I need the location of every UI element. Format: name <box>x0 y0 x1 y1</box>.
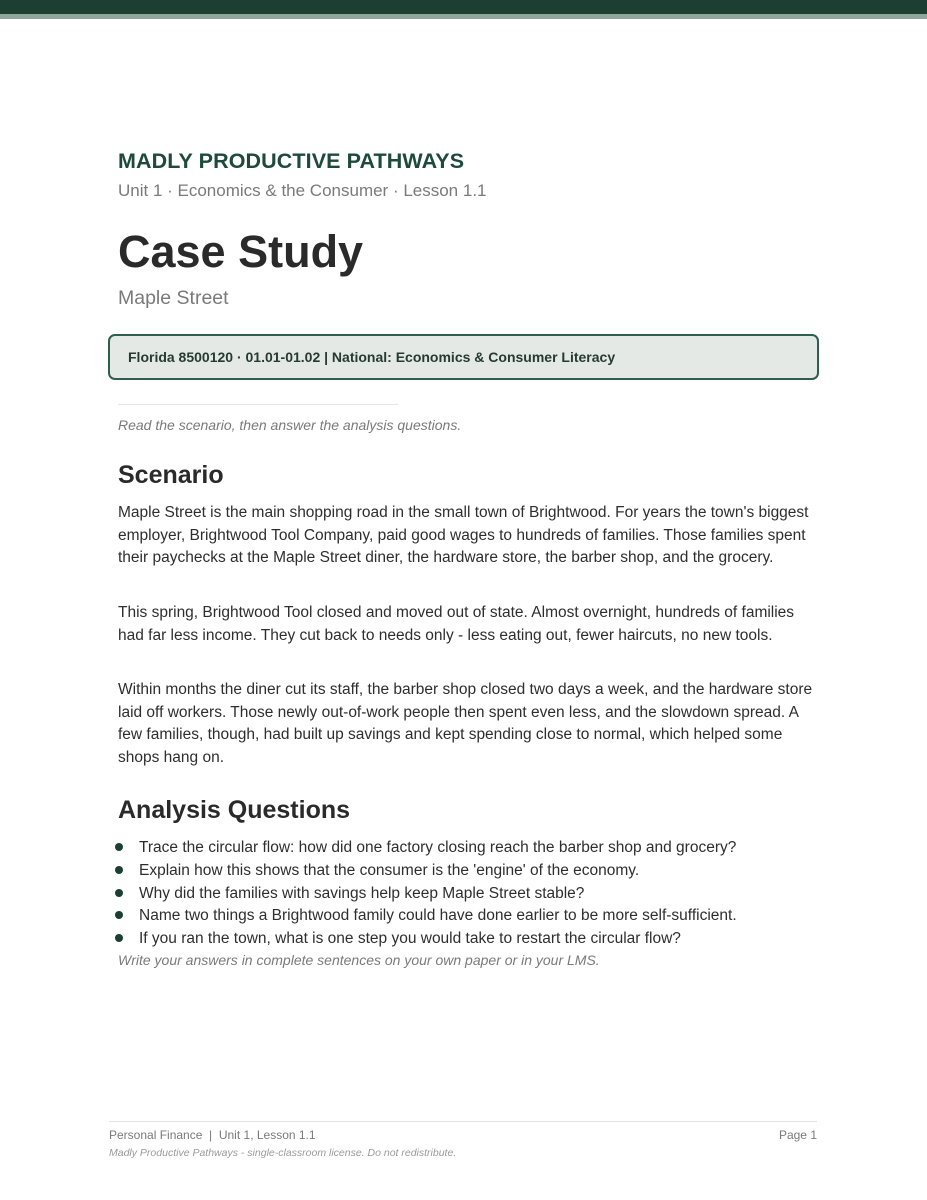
scenario-heading: Scenario <box>118 461 224 489</box>
top-accent-stripe <box>0 14 927 19</box>
question-text: Explain how this shows that the consumer is the 'engine' of the economy. <box>139 861 640 879</box>
bullet-icon <box>115 934 123 942</box>
bullet-icon <box>115 866 123 874</box>
question-text: Why did the families with savings help keep Maple Street stable? <box>139 884 585 902</box>
standards-box <box>108 334 819 380</box>
section-divider <box>118 404 398 405</box>
license-notice: Madly Productive Pathways - single-classroom license. Do not redistribute. <box>109 1147 457 1159</box>
question-item <box>114 905 834 928</box>
analysis-questions-list <box>114 837 834 951</box>
answer-instructions: Write your answers in complete sentences on your own paper or in your LMS. <box>118 952 600 968</box>
standards-text: Florida 8500120 · 01.01-01.02 | National: Economics & Consumer Literacy <box>128 349 616 365</box>
question-text: Name two things a Brightwood family could have done earlier to be more self-sufficient. <box>139 907 737 925</box>
bullet-icon <box>115 843 123 851</box>
page-title: Case Study <box>118 226 364 277</box>
bullet-icon <box>115 911 123 919</box>
question-item <box>114 883 834 906</box>
question-text: If you ran the town, what is one step you would take to restart the circular flow? <box>139 930 681 948</box>
question-item <box>114 928 834 951</box>
analysis-questions-heading: Analysis Questions <box>118 796 351 824</box>
footer-divider <box>109 1121 817 1122</box>
scenario-paragraph-1: Maple Street is the main shopping road in the small town of Brightwood. For years the town's biggest employer, Brightwood Tool Company, paid good wages to hundreds of families. Those families spent their paychecks at the Maple Street diner, the hardware store, the barber shop, and the grocery. <box>118 504 809 567</box>
scenario-paragraph-3: Within months the diner cut its staff, the barber shop closed two days a week, and the hardware store laid off workers. Those newly out-of-work people then spent even less, and the slowdown spread. A few families, though, had built up savings and kept spending close to normal, which helped some shops hang on. <box>118 681 813 767</box>
scenario-paragraph-2: This spring, Brightwood Tool closed and moved out of state. Almost overnight, hundreds of families had far less income. They cut back to needs only - less eating out, fewer haircuts, no new tools. <box>118 604 795 644</box>
footer-course-info: Personal Finance | Unit 1, Lesson 1.1 <box>109 1128 316 1142</box>
brand-name: MADLY PRODUCTIVE PATHWAYS <box>118 149 465 173</box>
question-item <box>114 860 834 883</box>
top-header-band <box>0 0 927 14</box>
page-subtitle: Maple Street <box>118 287 229 309</box>
instruction-text: Read the scenario, then answer the analysis questions. <box>118 417 462 433</box>
question-text: Trace the circular flow: how did one factory closing reach the barber shop and grocery? <box>139 839 737 856</box>
question-item <box>114 837 834 860</box>
page-number: Page 1 <box>778 1128 817 1142</box>
breadcrumb: Unit 1 · Economics & the Consumer · Lesson 1.1 <box>118 181 487 200</box>
bullet-icon <box>115 889 123 897</box>
